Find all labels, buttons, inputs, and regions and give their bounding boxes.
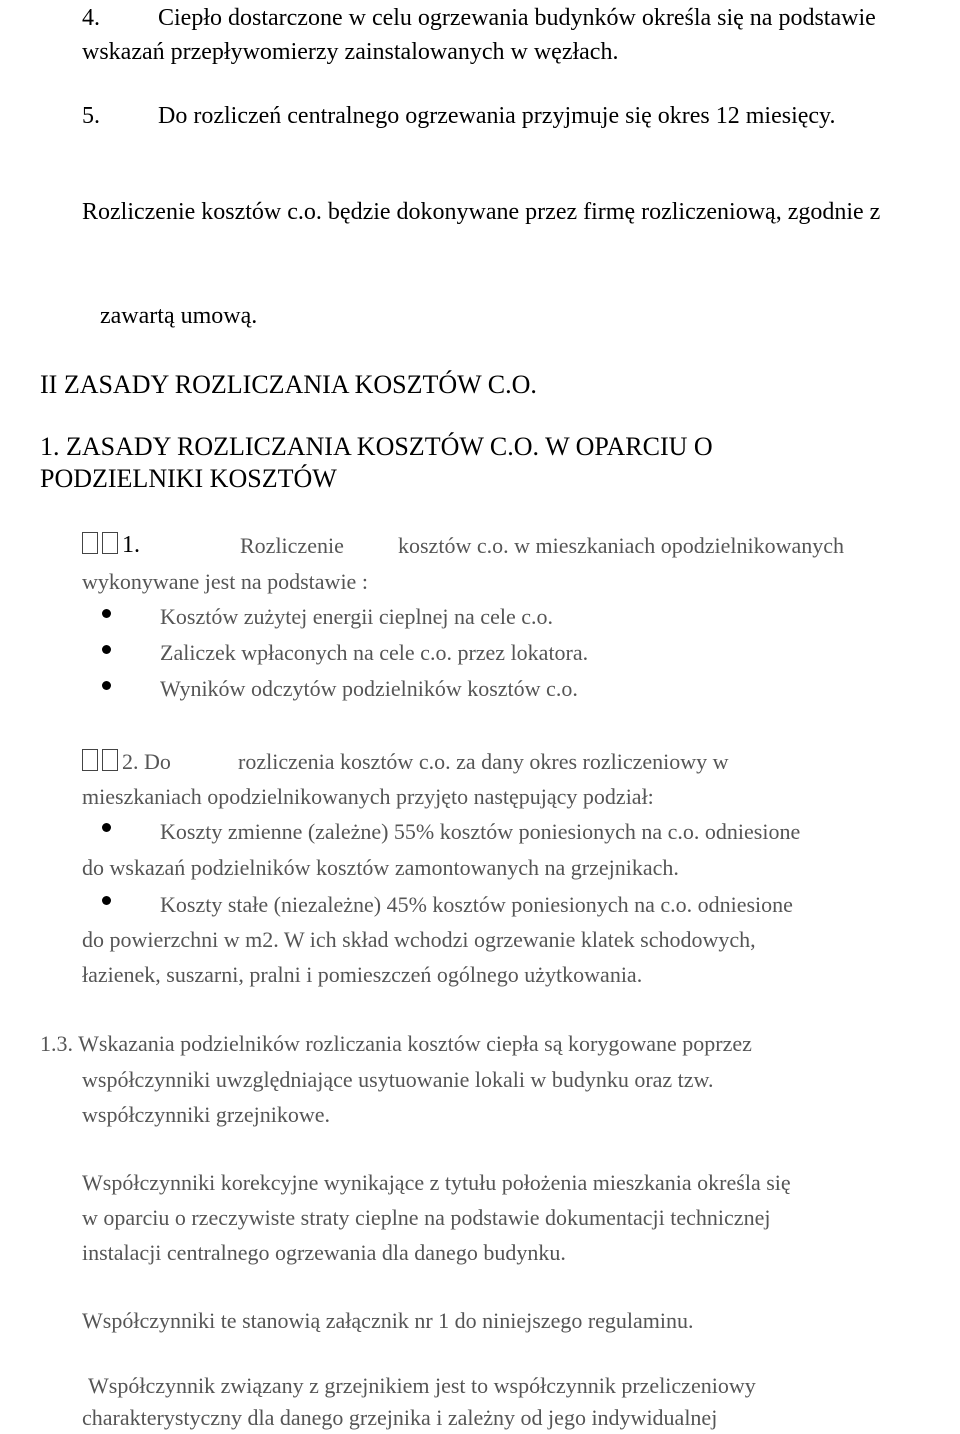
subsection-heading-line-1: 1. ZASADY ROZLICZANIA KOSZTÓW C.O. W OPARCIU O bbox=[40, 432, 713, 461]
correction-paragraph-line-2: w oparciu o rzeczywiste straty cieplne na podstawie dokumentacji technicznej bbox=[82, 1205, 771, 1230]
bullet-icon bbox=[102, 681, 111, 690]
bullet-icon bbox=[102, 609, 111, 618]
point-1-line-2: wykonywane jest na podstawie : bbox=[82, 569, 368, 594]
correction-paragraph-line-1: Współczynniki korekcyjne wynikające z tytułu położenia mieszkania określa się bbox=[82, 1170, 791, 1195]
point-1-number: 1. bbox=[122, 532, 140, 558]
point-2-bullet-2-line-3: łazienek, suszarni, pralni i pomieszczeń ogólnego użytkowania. bbox=[82, 962, 643, 987]
section-heading: II ZASADY ROZLICZANIA KOSZTÓW C.O. bbox=[40, 370, 537, 399]
item-5-text: Do rozliczeń centralnego ogrzewania przyjmuje się okres 12 miesięcy. bbox=[158, 103, 836, 129]
point-2-bullet-2-line-2: do powierzchni w m2. W ich skład wchodzi ogrzewanie klatek schodowych, bbox=[82, 927, 756, 952]
point-2-bullet-1-line-1: Koszty zmienne (zależne) 55% kosztów poniesionych na c.o. odniesione bbox=[160, 819, 801, 844]
last-paragraph-line-1: Współczynnik związany z grzejnikiem jest to współczynnik przeliczeniowy bbox=[88, 1373, 756, 1398]
correction-paragraph-line-3: instalacji centralnego ogrzewania dla danego budynku. bbox=[82, 1240, 566, 1265]
settlement-line-2: zawartą umową. bbox=[100, 303, 258, 329]
point-1-bullet-2: Zaliczek wpłaconych na cele c.o. przez lokatora. bbox=[160, 640, 589, 665]
settlement-line-1: Rozliczenie kosztów c.o. będzie dokonywane przez firmę rozliczeniową, zgodnie z bbox=[82, 199, 881, 225]
point-2-bullet-1-line-2: do wskazań podzielników kosztów zamontowanych na grzejnikach. bbox=[82, 855, 679, 880]
placeholder-glyph-icon bbox=[82, 532, 122, 557]
point-2-text: rozliczenia kosztów c.o. za dany okres rozliczeniowy w bbox=[238, 749, 729, 774]
item-5-number: 5. bbox=[82, 103, 100, 129]
attachment-note: Współczynniki te stanowią załącznik nr 1 do niniejszego regulaminu. bbox=[82, 1308, 694, 1333]
bullet-icon bbox=[102, 645, 111, 654]
point-3-line-1: 1.3. Wskazania podzielników rozliczania kosztów ciepła są korygowane poprzez bbox=[40, 1031, 752, 1056]
item-4-line-1: Ciepło dostarczone w celu ogrzewania budynków określa się na podstawie bbox=[158, 5, 876, 31]
point-1-text: kosztów c.o. w mieszkaniach opodzielnikowanych bbox=[398, 533, 844, 558]
last-paragraph-line-2: charakterystyczny dla danego grzejnika i zależny od jego indywidualnej bbox=[82, 1405, 718, 1430]
point-2-bullet-2-line-1: Koszty stałe (niezależne) 45% kosztów poniesionych na c.o. odniesione bbox=[160, 892, 793, 917]
bullet-icon bbox=[102, 823, 111, 832]
point-1-word-1: Rozliczenie bbox=[240, 533, 344, 558]
bullet-icon bbox=[102, 896, 111, 905]
placeholder-glyph-icon bbox=[82, 749, 122, 773]
point-1-bullet-1: Kosztów zużytej energii cieplnej na cele c.o. bbox=[160, 604, 553, 629]
point-2-header bbox=[82, 749, 171, 773]
item-4-number: 4. bbox=[82, 5, 100, 31]
point-3-line-3: współczynniki grzejnikowe. bbox=[82, 1102, 331, 1127]
subsection-heading-line-2: PODZIELNIKI KOSZTÓW bbox=[40, 464, 337, 493]
point-3-line-2: współczynniki uwzględniające usytuowanie lokali w budynku oraz tzw. bbox=[82, 1067, 714, 1092]
point-2-line-2: mieszkaniach opodzielnikowanych przyjęto następujący podział: bbox=[82, 784, 654, 809]
point-1-header bbox=[82, 532, 140, 557]
point-1-bullet-3: Wyników odczytów podzielników kosztów c.o. bbox=[160, 676, 578, 701]
item-4-line-2: wskazań przepływomierzy zainstalowanych w węzłach. bbox=[82, 39, 619, 65]
point-2-number: 2. Do bbox=[122, 749, 171, 774]
